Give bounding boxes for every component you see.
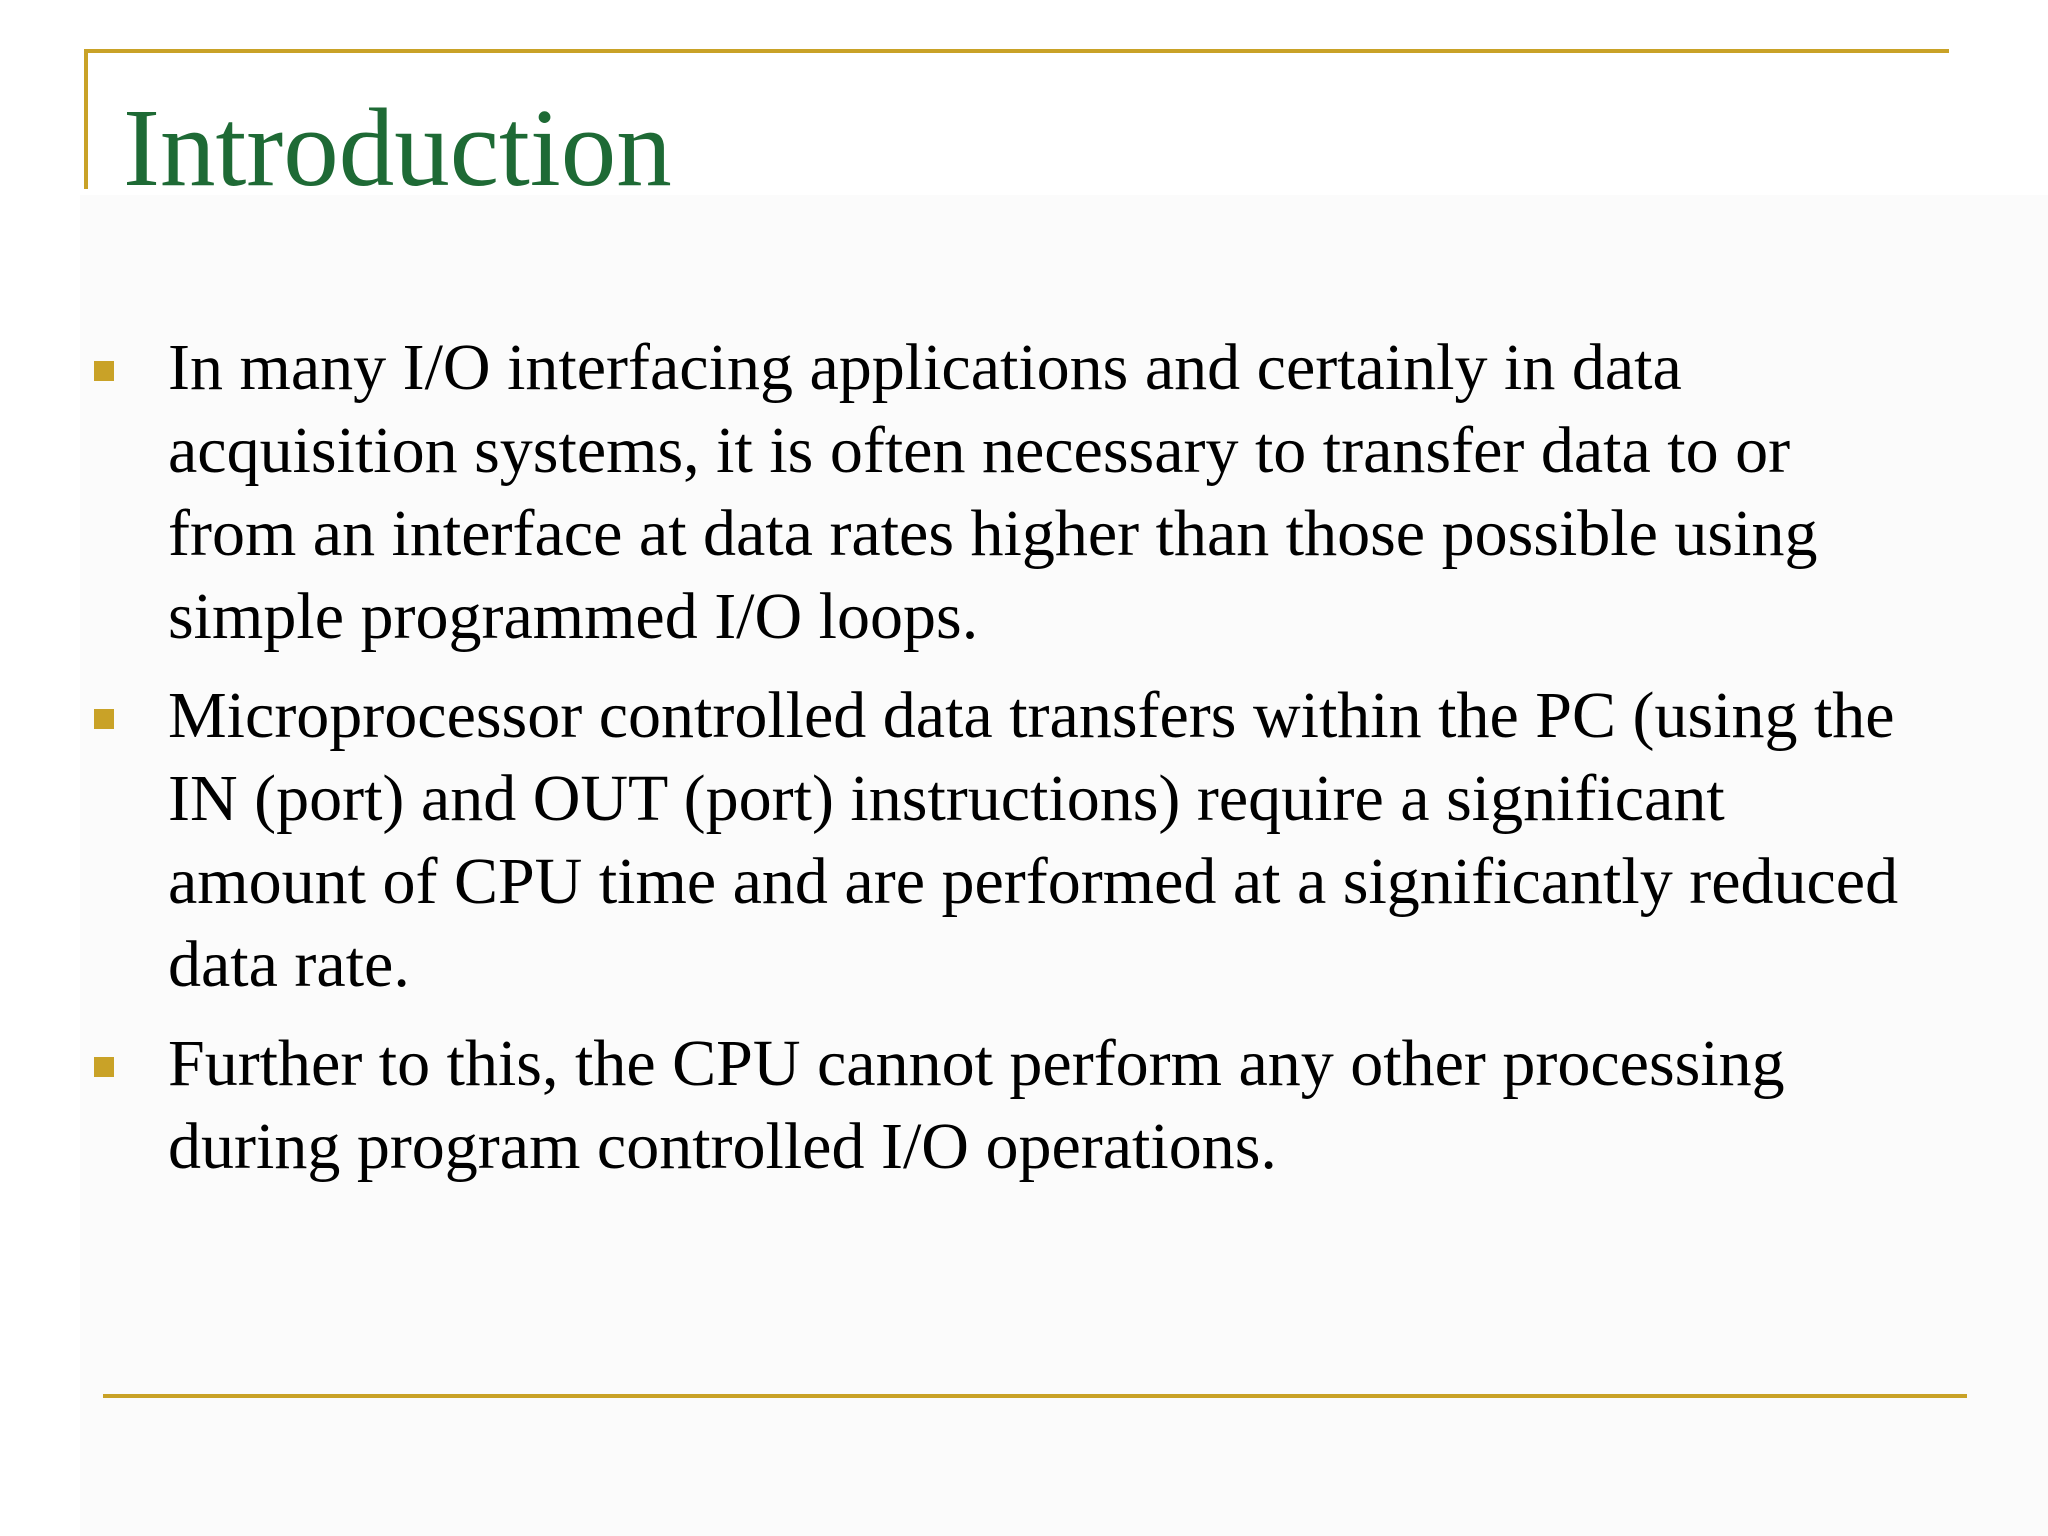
left-accent-rule [84, 49, 88, 189]
bullet-text: In many I/O interfacing applications and certainly in data acquisition systems, it is often necessary to transfer data to or from an interface at data rates higher than those possible using simple programmed I/O loops. [168, 331, 1818, 653]
square-bullet-icon [94, 709, 114, 729]
bullet-text: Further to this, the CPU cannot perform any other processing during program controlled I/O operations. [168, 1027, 1785, 1183]
slide-title: Introduction [123, 87, 672, 210]
bullet-item [0, 326, 2048, 658]
top-accent-rule [84, 49, 1949, 53]
square-bullet-icon [94, 361, 114, 381]
square-bullet-icon [94, 1057, 114, 1077]
bullet-item [0, 674, 2048, 1006]
bullet-list [0, 326, 2048, 1204]
bottom-accent-rule [103, 1394, 1967, 1398]
bullet-text: Microprocessor controlled data transfers within the PC (using the IN (port) and OUT (port) instructions) require a significant amount of CPU time and are performed at a significantly reduced data rate. [168, 679, 1899, 1001]
bullet-item [0, 1022, 2048, 1188]
